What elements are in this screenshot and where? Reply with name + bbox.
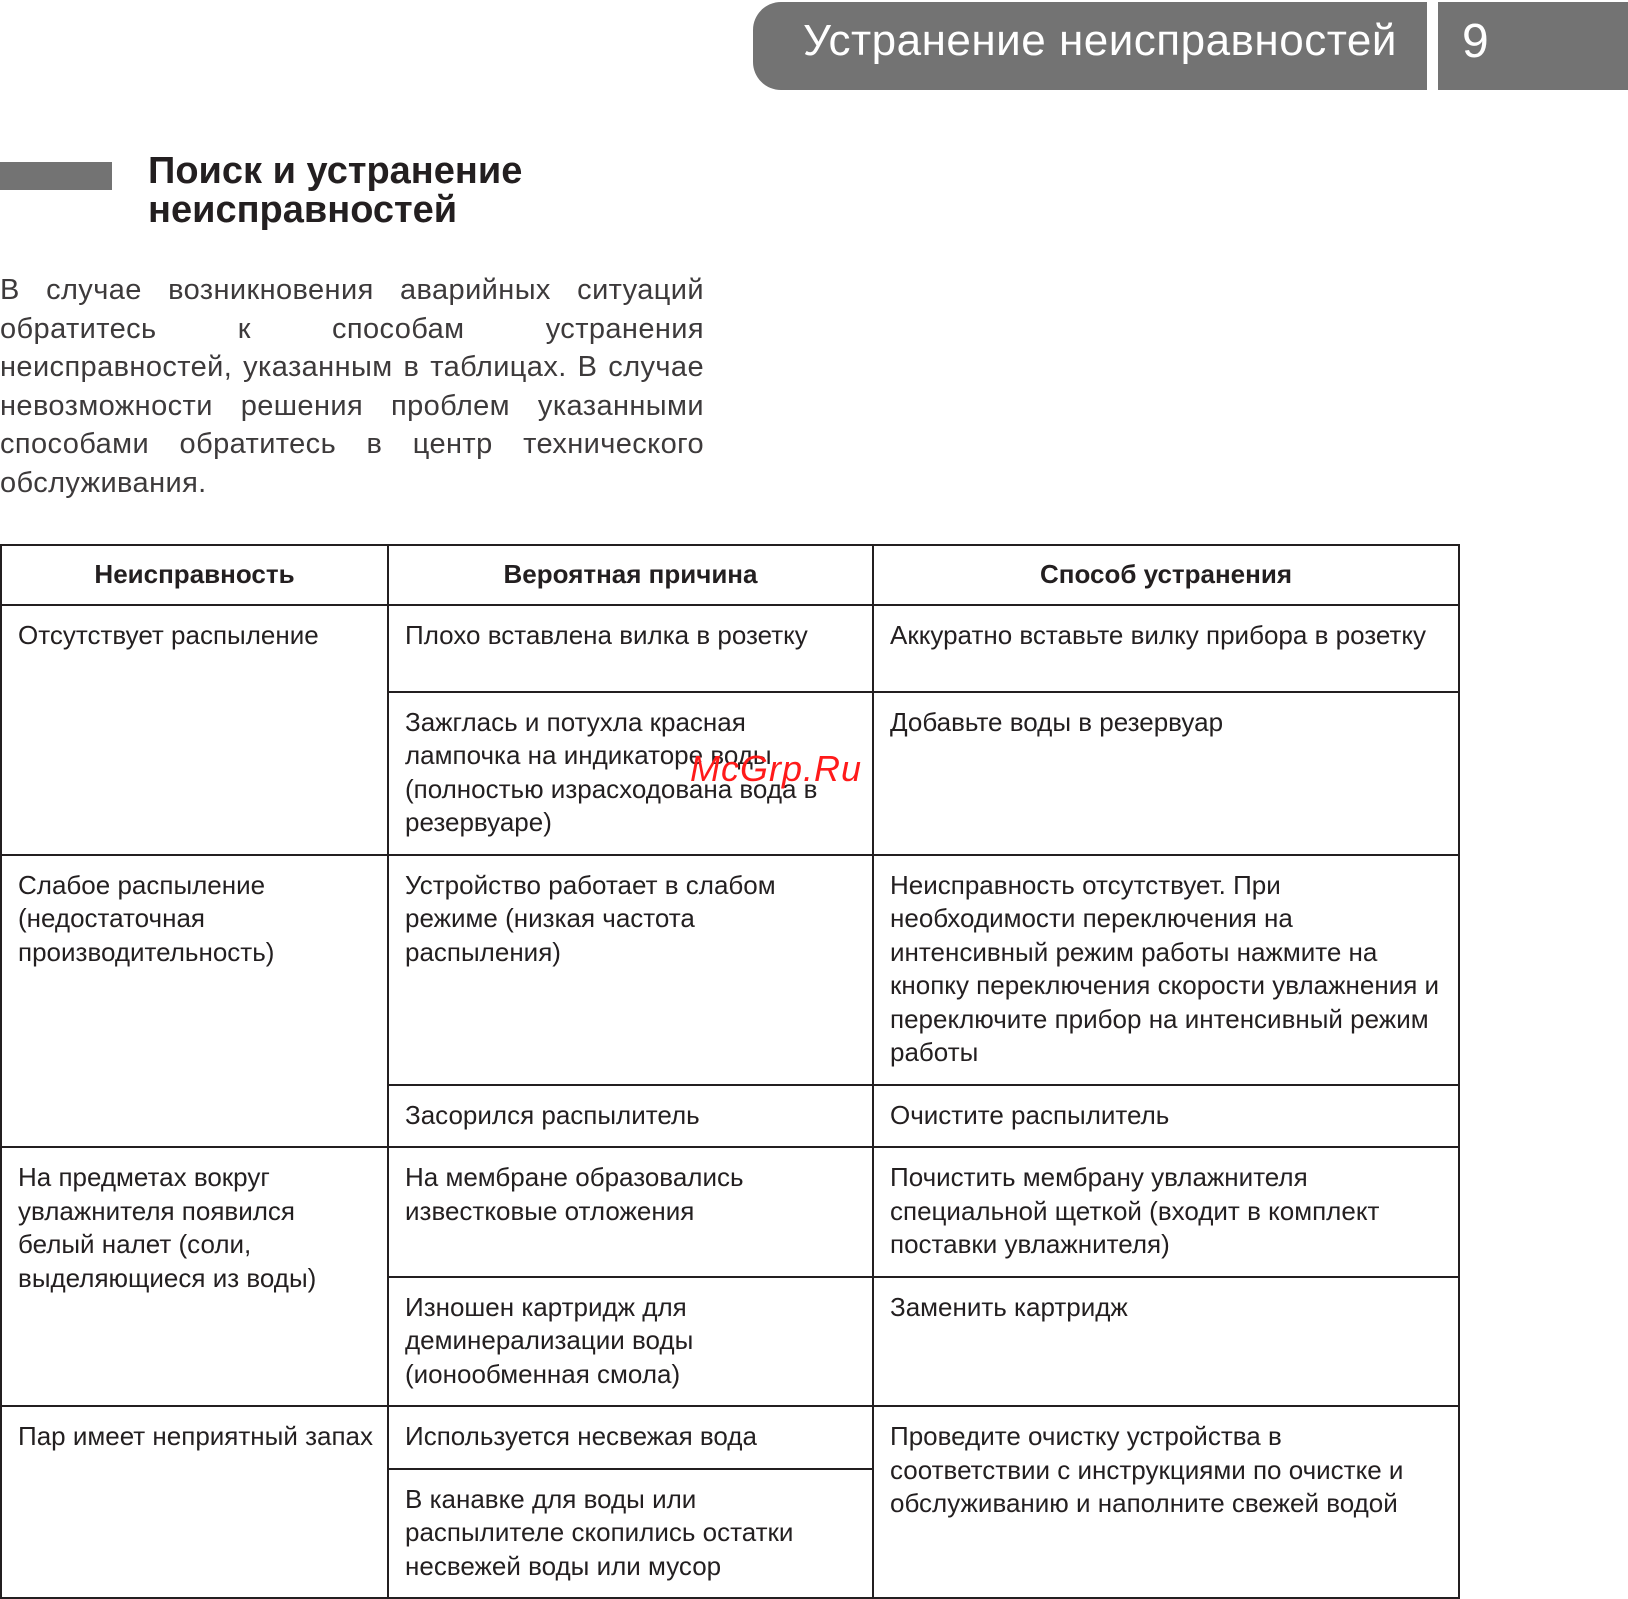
cause-cell: Засорился распылитель <box>388 1085 873 1148</box>
header-cause: Вероятная причина <box>388 545 873 605</box>
fault-cell: На предметах вокруг увлажнителя появился белый налет (соли, выделяющиеся из воды) <box>1 1147 388 1406</box>
header-fault: Неисправность <box>1 545 388 605</box>
remedy-cell: Заменить картридж <box>873 1277 1459 1407</box>
troubleshooting-table <box>0 544 1460 1599</box>
cause-cell: Используется несвежая вода <box>388 1406 873 1469</box>
cause-cell: Устройство работает в слабом режиме (низкая частота распыления) <box>388 855 873 1085</box>
header-divider <box>1427 2 1438 90</box>
cause-cell: Зажглась и потухла красная лампочка на индикаторе воды (полностью израсходована вода в резервуаре) <box>388 692 873 855</box>
table-row <box>1 855 1459 1085</box>
cause-cell: Изношен картридж для деминерализации воды (ионообменная смола) <box>388 1277 873 1407</box>
remedy-cell: Добавьте воды в резервуар <box>873 692 1459 855</box>
cause-cell: Плохо вставлена вилка в розетку <box>388 605 873 692</box>
cause-cell: На мембране образовались известковые отложения <box>388 1147 873 1277</box>
header-remedy: Способ устранения <box>873 545 1459 605</box>
table-row <box>1 605 1459 692</box>
intro-paragraph: В случае возникновения аварийных ситуаций обратитесь к способам устранения неисправностей, указанным в таблицах. В случае невозможности решения проблем указанными способами обратитесь в центр технического обслуживания. <box>0 274 704 499</box>
section-heading-line1: Поиск и устранение <box>148 150 523 192</box>
section-marker-bar <box>0 162 112 190</box>
section-heading <box>148 152 522 230</box>
remedy-cell: Аккуратно вставьте вилку прибора в розетку <box>873 605 1459 692</box>
section-heading-line2: неисправностей <box>148 189 458 231</box>
cause-cell: В канавке для воды или распылителе скопились остатки несвежей воды или мусор <box>388 1469 873 1599</box>
table-row <box>1 1147 1459 1277</box>
remedy-cell: Очистите распылитель <box>873 1085 1459 1148</box>
remedy-cell: Проведите очистку устройства в соответствии с инструкциями по очистке и обслуживанию и наполните свежей водой <box>873 1406 1459 1598</box>
fault-cell: Слабое распыление (недостаточная производительность) <box>1 855 388 1148</box>
table-header-row <box>1 545 1459 605</box>
table-row <box>1 1406 1459 1469</box>
remedy-cell: Почистить мембрану увлажнителя специальной щеткой (входит в комплект поставки увлажнителя) <box>873 1147 1459 1277</box>
watermark: McGrp.Ru <box>690 748 863 789</box>
page-number: 9 <box>1462 15 1489 68</box>
fault-cell: Пар имеет неприятный запах <box>1 1406 388 1598</box>
header-title: Устранение неисправностей <box>803 16 1397 65</box>
fault-cell: Отсутствует распыление <box>1 605 388 855</box>
remedy-cell: Неисправность отсутствует. При необходимости переключения на интенсивный режим работы нажмите на кнопку переключения скорости увлажнения и переключите прибор на интенсивный режим работы <box>873 855 1459 1085</box>
